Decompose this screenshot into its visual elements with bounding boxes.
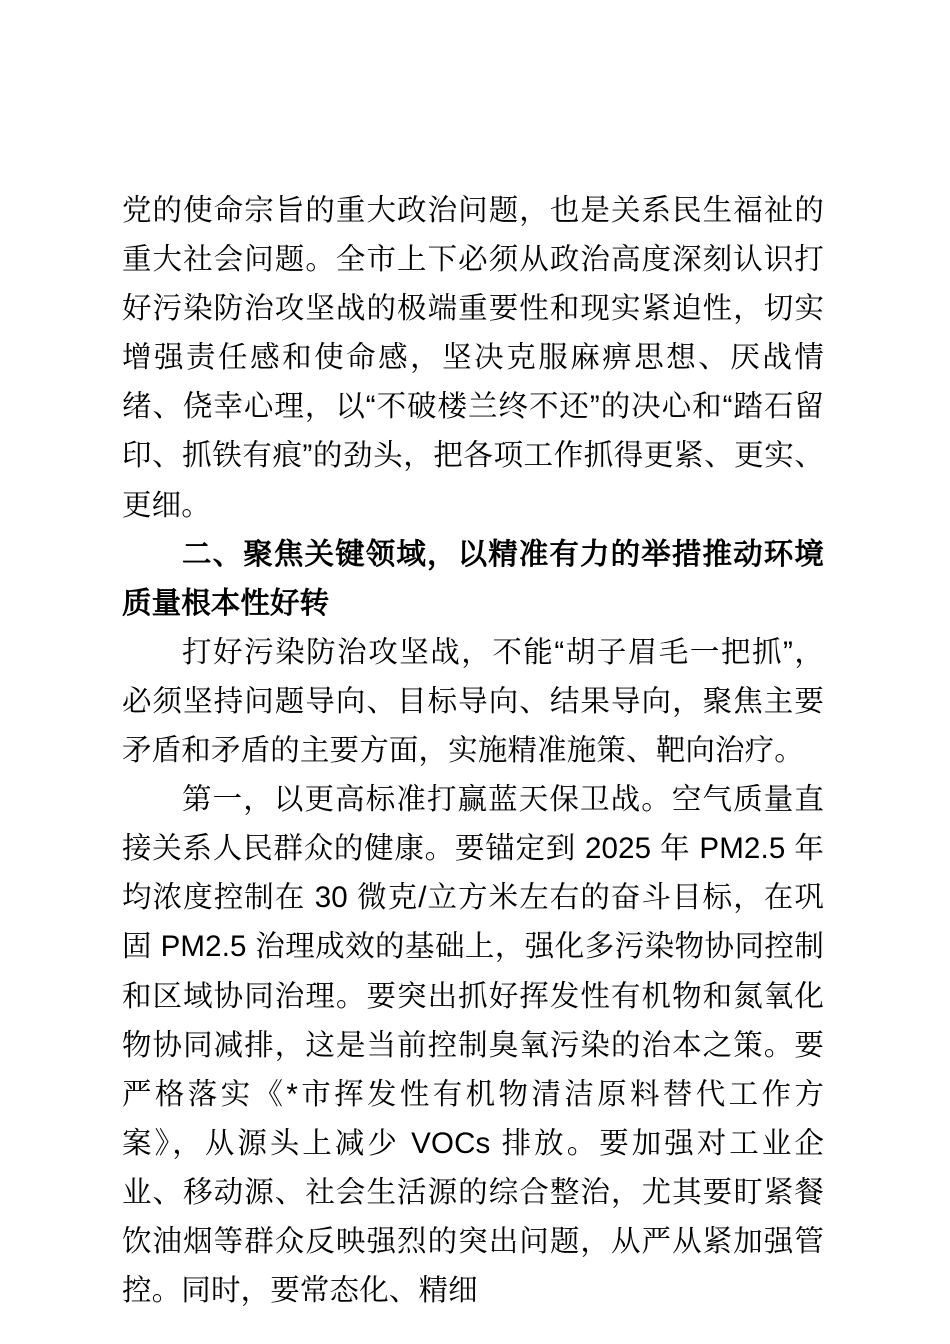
- paragraph-continuation: 党的使命宗旨的重大政治问题，也是关系民生福祉的重大社会问题。全市上下必须从政治高度深刻认识打好污染防治攻坚战的极端重要性和现实紧迫性，切实增强责任感和使命感，坚决克服麻痹思想、厌战情绪、侥幸心理，以“不破楼兰终不还”的决心和“踏石留印、抓铁有痕”的劲头，把各项工作抓得更紧、更实、更细。: [122, 194, 824, 522]
- paragraph-blue-sky-defense: 第一，以更高标准打赢蓝天保卫战。空气质量直接关系人民群众的健康。要锚定到 2025 年 PM2.5 年均浓度控制在 30 微克/立方米左右的奋斗目标，在巩固 PM2.5 治理成效的基础上，强化多污染物协同控制和区域协同治理。要突出抓好挥发性有机物和氮氧化物协同减排，这是当前控制臭氧污染的治本之策。要严格落实《*市挥发性有机物清洁原料替代工作方案》，从源头上减少 VOCs 排放。要加强对工业企业、移动源、社会生活源的综合整治，尤其要盯紧餐饮油烟等群众反映强烈的突出问题，从严从紧加强管控。同时，要常态化、精细: [122, 783, 824, 1308]
- page-text-column: [122, 186, 824, 1315]
- section-heading-two: 二、聚焦关键领域，以精准有力的举措推动环境质量根本性好转: [122, 537, 824, 620]
- paragraph-precision-policy: 打好污染防治攻坚战，不能“胡子眉毛一把抓”，必须坚持问题导向、目标导向、结果导向，聚焦主要矛盾和矛盾的主要方面，实施精准施策、靶向治疗。: [122, 635, 824, 768]
